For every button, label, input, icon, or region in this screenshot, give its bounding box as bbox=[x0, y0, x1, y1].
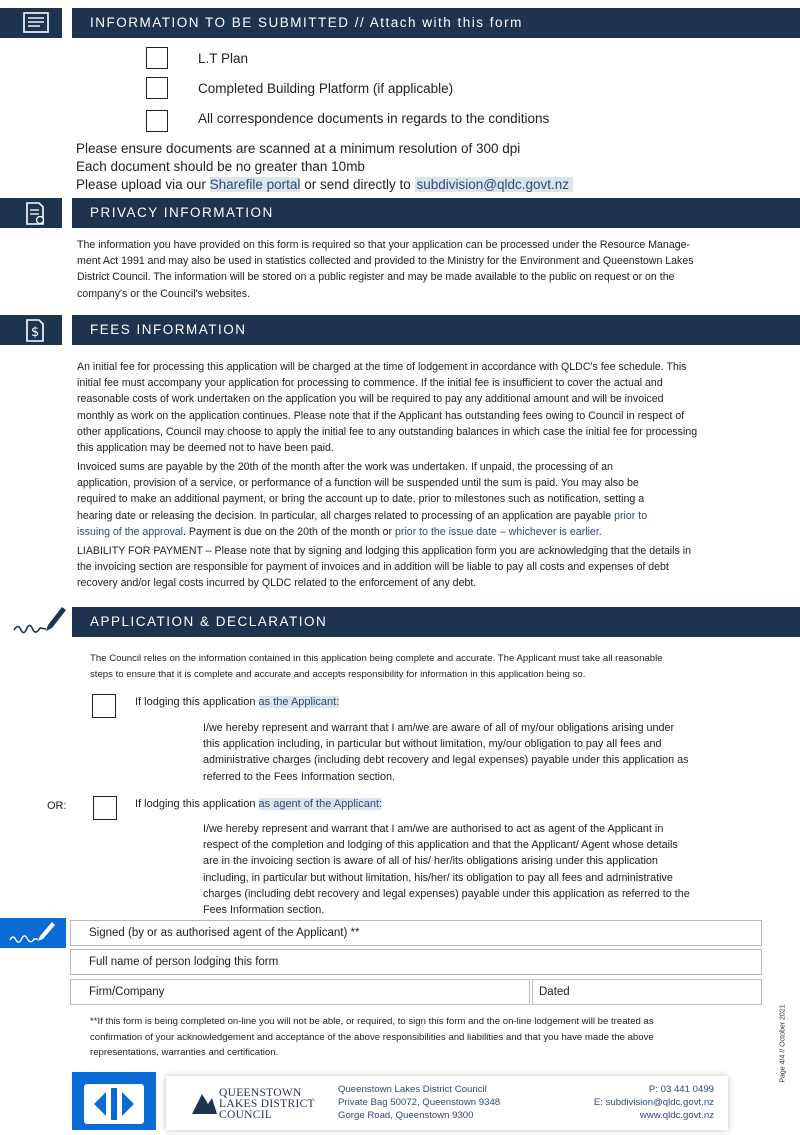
section-header-privacy bbox=[72, 198, 800, 228]
agent-option-label: If lodging this application as agent of the Applicant: bbox=[135, 798, 383, 810]
upload-line: Please upload via our Sharefile portal or send directly to subdivision@qldc.govt.nz bbox=[76, 176, 573, 194]
qldc-mark-icon bbox=[72, 1072, 156, 1130]
checkbox-lt-plan[interactable] bbox=[146, 47, 168, 69]
online-lodgement-note: **If this form is being completed on-line you will not be able, or required, to sign this form and the on-line lodgement will be treated as confirmation of your acknowledgement and acceptance of the above responsibilities and liabilities and that you have made the above representations, warranties and certification. bbox=[90, 1016, 654, 1058]
phone: P: 03 441 0499 bbox=[648, 1084, 714, 1095]
section-icon-declaration bbox=[0, 603, 72, 637]
pen-signature-icon bbox=[0, 603, 72, 637]
pen-signature-icon bbox=[0, 918, 66, 948]
section-title: APPLICATION & DECLARATION bbox=[90, 614, 328, 629]
email[interactable]: E: subdivision@qldc.govt.nz bbox=[593, 1097, 714, 1108]
size-note: Each document should be no greater than 10mb bbox=[76, 159, 365, 174]
qldc-wordmark: QUEENSTOWN LAKES DISTRICT COUNCIL bbox=[219, 1087, 315, 1121]
footer-brand-block bbox=[72, 1072, 156, 1130]
resolution-note: Please ensure documents are scanned at a minimum resolution of 300 dpi bbox=[76, 141, 521, 156]
approval-link[interactable]: issuing of the approval bbox=[77, 525, 184, 538]
section-title: INFORMATION TO BE SUBMITTED // Attach with this form bbox=[90, 15, 523, 30]
qldc-logo bbox=[190, 1088, 218, 1116]
applicant-option-label: If lodging this application as the Applicant: bbox=[135, 696, 340, 708]
full-name-field[interactable]: Full name of person lodging this form bbox=[70, 949, 762, 975]
section-icon-privacy bbox=[0, 198, 62, 228]
footer-address: Queenstown Lakes District Council Private Bag 50072, Queenstown 9348 Gorge Road, Queenstown 9300 bbox=[338, 1084, 501, 1121]
checkbox-as-applicant[interactable] bbox=[92, 694, 116, 718]
checkbox-label: All correspondence documents in regards to the conditions bbox=[198, 111, 550, 126]
section-title: FEES INFORMATION bbox=[90, 322, 247, 337]
section-icon-fees bbox=[0, 315, 62, 345]
applicant-declaration-text: I/we hereby represent and warrant that I am/we are aware of all of my/our obligations arising under this application including, in particular but without limitation, my/our obligation to pay all fees and administrative charges (including debt recovery and legal expenses) payable under this application as referred to the Fees Information section. bbox=[203, 722, 689, 783]
agent-declaration-text: I/we hereby represent and warrant that I am/we are authorised to act as agent of the Applicant in respect of the completion and lodging of this application and that the Applicant/ Agent whose details are in the invoicing section is aware of all of his/ her/its obligations arising under this application including, in particular but without limitation, his/her/ its obligation to pay all fees and administrative charges (including debt recovery and legal expenses) payable under this application as referred to the Fees Information section. bbox=[203, 823, 690, 917]
page-number-label: Page 4/4 // October 2021 bbox=[779, 1004, 787, 1083]
signature-badge bbox=[0, 918, 66, 948]
svg-text:$: $ bbox=[31, 325, 40, 340]
website[interactable]: www.qldc.govt.nz bbox=[639, 1110, 714, 1121]
firm-company-field[interactable]: Firm/Company bbox=[70, 979, 530, 1005]
email-link[interactable]: subdivision@qldc.govt.nz bbox=[415, 177, 574, 192]
fees-paragraph-2: Invoiced sums are payable by the 20th of the month after the work was undertaken. If unpaid, the processing of an application, provision of a service, or performance of a function will be suspended until the sum is paid. You may also be required to make an additional payment, or bring the account up to date, prior to milestones such as notification, setting a hearing date or releasing the decision. In particular, all charges related to processing of an application are payable prior to issuing of the approval. Payment is due on the 20th of the month or prior to the issue date – whichever is earlier. bbox=[77, 461, 648, 538]
section-icon-submitted bbox=[0, 8, 62, 38]
fees-document-icon bbox=[22, 318, 48, 344]
privacy-text: The information you have provided on this form is required so that your application can be processed under the Resource Manage- ment Act 1991 and may also be used in statistics collected and provided to the Ministry for the Environment and Queenstown Lakes District Council. The information will be stored on a public register and may be made available to the public on request or on the company's or the Council's websites. bbox=[77, 239, 694, 300]
checkbox-as-agent[interactable] bbox=[93, 796, 117, 820]
declaration-intro: The Council relies on the information contained in this application being complete and accurate. The Applicant must take all reasonable steps to ensure that it is complete and accurate and accepts responsibility for information in this application being so. bbox=[90, 653, 663, 680]
checkbox-building-platform[interactable] bbox=[146, 77, 168, 99]
section-header-fees bbox=[72, 315, 800, 345]
checkbox-label: L.T Plan bbox=[198, 51, 249, 66]
checkbox-correspondence[interactable] bbox=[146, 110, 168, 132]
checkbox-label: Completed Building Platform (if applicable) bbox=[198, 81, 454, 96]
mountain-logo-icon bbox=[190, 1088, 218, 1116]
dated-field[interactable]: Dated bbox=[532, 979, 762, 1005]
privacy-document-icon bbox=[22, 201, 48, 227]
sharefile-link[interactable]: Sharefile portal bbox=[209, 177, 301, 192]
fees-paragraph-1: An initial fee for processing this application will be charged at the time of lodgement in accordance with QLDC's fee schedule. This initial fee must accompany your application for processing to commence. If the initial fee is insufficient to cover the actual and reasonable costs of work undertaken on the application you will be required to pay any additional amount and will be invoiced monthly as work on the application continues. Please note that if the Applicant has outstanding fees owing to Council in respect of other applications, Council may choose to apply the initial fee to any outstanding balances in which case the initial fee for processing this application may be deemed not to have been paid. bbox=[77, 361, 698, 455]
footer-contact bbox=[560, 1083, 714, 1122]
documents-icon bbox=[22, 11, 52, 35]
as-applicant-link[interactable]: as the Applicant: bbox=[258, 696, 340, 708]
fees-paragraph-3: LIABILITY FOR PAYMENT – Please note that by signing and lodging this application form you are acknowledging that the details in the invoicing section are responsible for payment of invoices and in addition will be liable to pay all costs and expenses of debt recovery and/or legal costs incurred by QLDC related to the enforcement of any debt. bbox=[77, 545, 692, 590]
or-label: OR: bbox=[47, 800, 67, 812]
signed-field[interactable]: Signed (by or as authorised agent of the Applicant) ** bbox=[70, 920, 762, 946]
upload-instructions bbox=[76, 140, 573, 194]
section-header-submitted bbox=[72, 8, 800, 38]
section-title: PRIVACY INFORMATION bbox=[90, 205, 274, 220]
approval-link[interactable]: prior to bbox=[614, 509, 648, 522]
issue-date-link[interactable]: prior to the issue date – whichever is earlier bbox=[395, 525, 599, 538]
section-header-declaration bbox=[72, 607, 800, 637]
as-agent-link[interactable]: as agent of the Applicant: bbox=[258, 798, 383, 810]
